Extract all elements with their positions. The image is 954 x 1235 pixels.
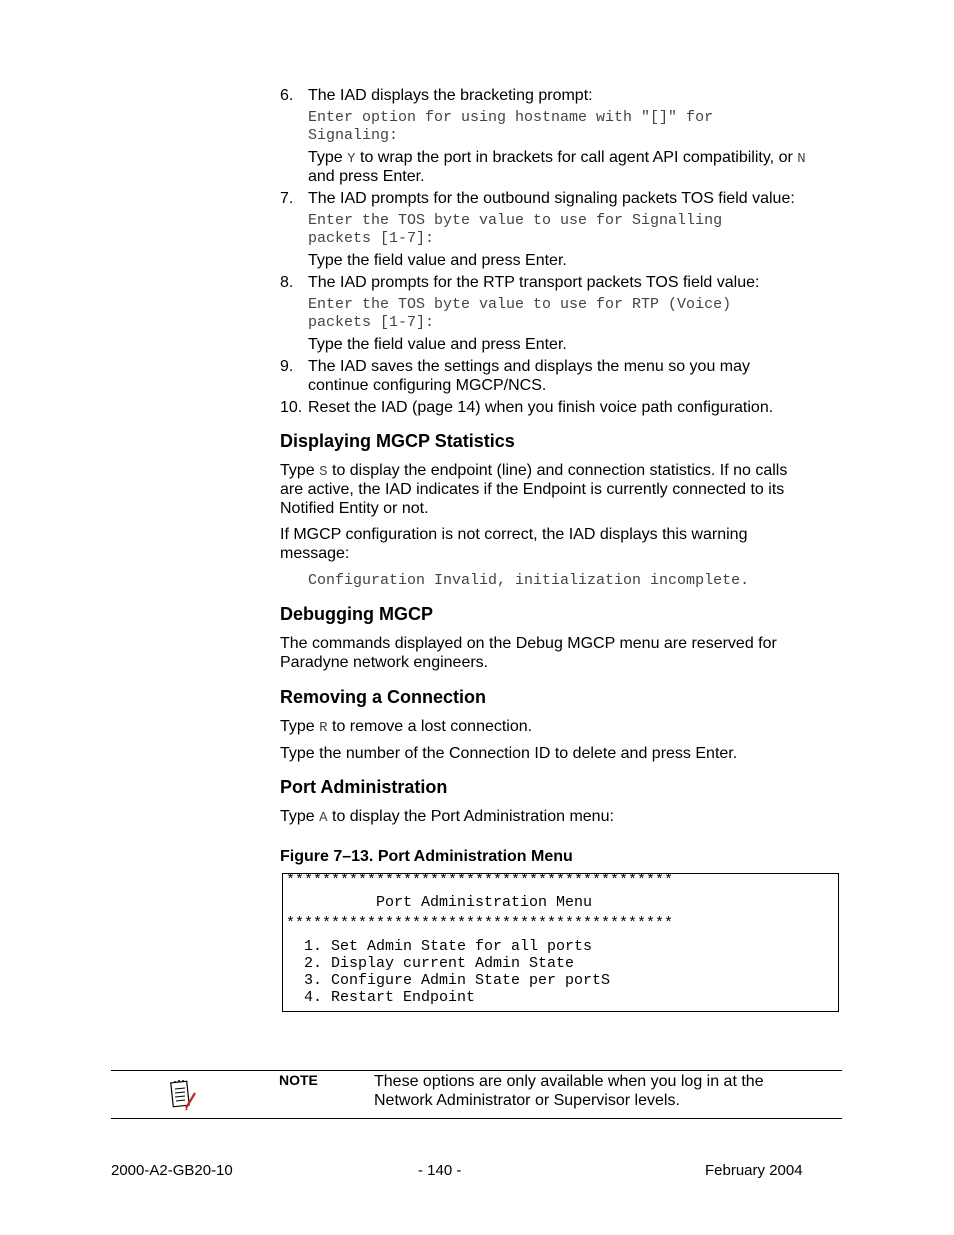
stats-paragraph-line-2: are active, the IAD indicates if the Endpoint is currently connected to its (280, 481, 785, 498)
note-pad-icon (169, 1079, 197, 1111)
figure-title: Figure 7–13. Port Administration Menu (280, 848, 573, 865)
step-6-code-line-1: Enter option for using hostname with "[]" for (308, 109, 714, 126)
remove-paragraph-1: Type R to remove a lost connection. (280, 718, 533, 736)
heading-removing-a-connection: Removing a Connection (280, 687, 487, 707)
remove-paragraph-2: Type the number of the Connection ID to delete and press Enter. (280, 745, 738, 762)
step-8-code-line-1: Enter the TOS byte value to use for RTP (Voice) (308, 296, 732, 313)
step-7-text: The IAD prompts for the outbound signaling packets TOS field value: (308, 190, 795, 207)
admin-paragraph: Type A to display the Port Administration menu: (280, 808, 614, 826)
step-9-text-line-1: The IAD saves the settings and displays the menu so you may (308, 358, 751, 375)
step-9-text-line-2: continue configuring MGCP/NCS. (308, 377, 547, 394)
step-6-text: The IAD displays the bracketing prompt: (308, 87, 593, 104)
note-bottom-rule (111, 1118, 842, 1119)
step-6-number: 6. (280, 87, 294, 104)
step-10-number: 10. (280, 399, 303, 416)
heading-debugging-mgcp: Debugging MGCP (280, 604, 433, 624)
key-a: A (319, 810, 328, 826)
menu-option-3: 3. Configure Admin State per portS (286, 972, 611, 989)
step-6-instruction: Type Y to wrap the port in brackets for call agent API compatibility, or N (308, 149, 806, 167)
stats-paragraph-line-3: Notified Entity or not. (280, 500, 429, 517)
step-9-number: 9. (280, 358, 294, 375)
step-6-code-line-2: Signaling: (308, 127, 399, 144)
step-8-number: 8. (280, 274, 294, 291)
step-6-instruction-line-2: and press Enter. (308, 168, 425, 185)
note-text-line-2: Network Administrator or Supervisor levels. (374, 1092, 680, 1109)
step-7-instruction: Type the field value and press Enter. (308, 252, 567, 269)
note-text-line-1: These options are only available when you log in at the (374, 1073, 764, 1090)
key-s: S (319, 464, 328, 480)
menu-border-bottom: ******************************************* (286, 915, 674, 932)
menu-border-top: ******************************************* (286, 872, 674, 889)
footer-page-number: - 140 - (418, 1162, 462, 1179)
menu-option-2: 2. Display current Admin State (286, 955, 575, 972)
warning-intro-line-1: If MGCP configuration is not correct, the IAD displays this warning (280, 526, 748, 543)
heading-port-administration: Port Administration (280, 777, 448, 797)
menu-title: Port Administration Menu (286, 894, 593, 911)
step-7-code-line-2: packets [1-7]: (308, 230, 435, 247)
key-y: Y (347, 151, 356, 167)
menu-option-1: 1. Set Admin State for all ports (286, 938, 593, 955)
step-8-code-line-2: packets [1-7]: (308, 314, 435, 331)
debug-paragraph-line-2: Paradyne network engineers. (280, 654, 489, 671)
key-r: R (319, 720, 328, 736)
key-n: N (797, 151, 806, 167)
warning-intro-line-2: message: (280, 545, 350, 562)
footer-doc-number: 2000-A2-GB20-10 (111, 1162, 233, 1179)
heading-displaying-mgcp-statistics: Displaying MGCP Statistics (280, 431, 515, 451)
port-administration-menu-figure (282, 873, 839, 1012)
warning-code: Configuration Invalid, initialization incomplete. (308, 572, 750, 589)
step-8-text: The IAD prompts for the RTP transport packets TOS field value: (308, 274, 760, 291)
note-top-rule (111, 1070, 842, 1071)
step-7-code-line-1: Enter the TOS byte value to use for Signalling (308, 212, 723, 229)
menu-option-4: 4. Restart Endpoint (286, 989, 476, 1006)
note-label: NOTE (279, 1072, 318, 1088)
step-8-instruction: Type the field value and press Enter. (308, 336, 567, 353)
footer-date: February 2004 (705, 1162, 803, 1179)
step-10-text: Reset the IAD (page 14) when you finish voice path configuration. (308, 399, 774, 416)
stats-paragraph-line-1: Type S to display the endpoint (line) and connection statistics. If no calls (280, 462, 788, 480)
step-7-number: 7. (280, 190, 294, 207)
debug-paragraph-line-1: The commands displayed on the Debug MGCP menu are reserved for (280, 635, 777, 652)
